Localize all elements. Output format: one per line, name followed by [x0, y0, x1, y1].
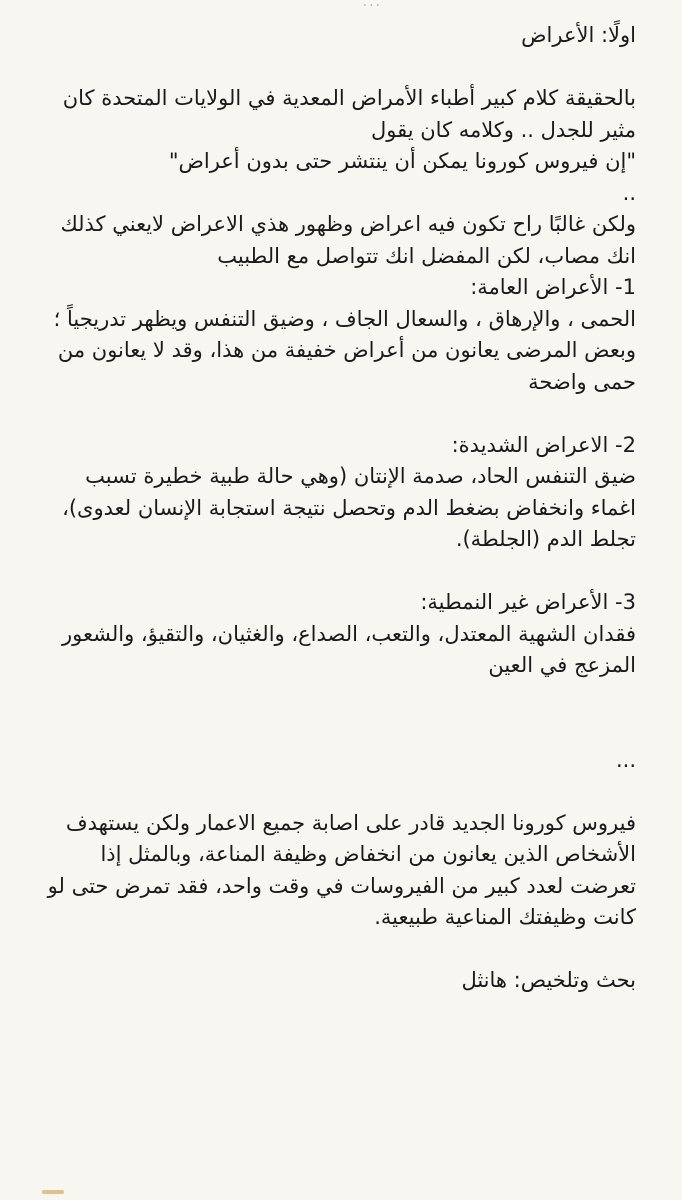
symptoms-intro-paragraph: ولكن غالبًا راح تكون فيه اعراض وظهور هذي الاعراض لايعني كذلك انك مصاب، لكن المفضل انك تتواصل مع الطبيب — [53, 212, 636, 268]
severe-symptoms-body: ضيق التنفس الحاد، صدمة الإنتان (وهي حالة طبية خطيرة تسبب اغماء وانخفاض بضغط الدم وتحصل نتيجة استجابة الإنسان لعدوى)، تجلط الدم (الجلطة). — [55, 464, 636, 551]
heading-symptoms: اولًا: الأعراض — [521, 23, 636, 47]
blank-line — [46, 398, 636, 430]
note-content[interactable] — [40, 20, 636, 997]
closing-paragraph: فيروس كورونا الجديد قادر على اصابة جميع الاعمار ولكن يستهدف الأشخاص الذين يعانون من انخفاض وظيفة المناعة، وبالمثل إذا تعرضت لعدد كبير من الفيروسات في وقت واحد، فقد تمرض حتى لو كانت وظيفتك المناعية طبيعية. — [40, 810, 636, 929]
blank-line — [46, 556, 636, 588]
atypical-symptoms-title: 3- الأعراض غير النمطية: — [420, 590, 636, 614]
blank-line — [46, 682, 636, 714]
blank-line — [46, 713, 636, 745]
severe-symptoms-title: 2- الاعراض الشديدة: — [451, 432, 636, 457]
blank-line — [46, 52, 636, 84]
atypical-symptoms-body: فقدان الشهية المعتدل، والتعب، الصداع، والغثيان، والتقيؤ، والشعور المزعج في العين — [55, 621, 636, 677]
intro-paragraph: بالحقيقة كلام كبير أطباء الأمراض المعدية في الولايات المتحدة كان مثير للجدل .. وكلامه كان يقول "إن فيروس كورونا يمكن أن ينتشر حتى بدون أعراض" .. — [62, 86, 636, 205]
text-cursor-marker — [42, 1190, 64, 1194]
general-symptoms-title: 1- الأعراض العامة: — [470, 275, 636, 299]
ellipsis-line: ... — [615, 747, 636, 772]
cut-off-previous-line — [252, 0, 382, 6]
blank-line — [46, 934, 636, 966]
general-symptoms-body: الحمى ، والإرهاق ، والسعال الجاف ، وضيق التنفس ويظهر تدريجياً ؛ وبعض المرضى يعانون من أعراض خفيفة من هذا، وقد لا يعانون من حمى واضحة — [46, 306, 636, 394]
blank-line — [46, 776, 636, 808]
signature-line: بحث وتلخيص: هانثل — [461, 968, 636, 992]
